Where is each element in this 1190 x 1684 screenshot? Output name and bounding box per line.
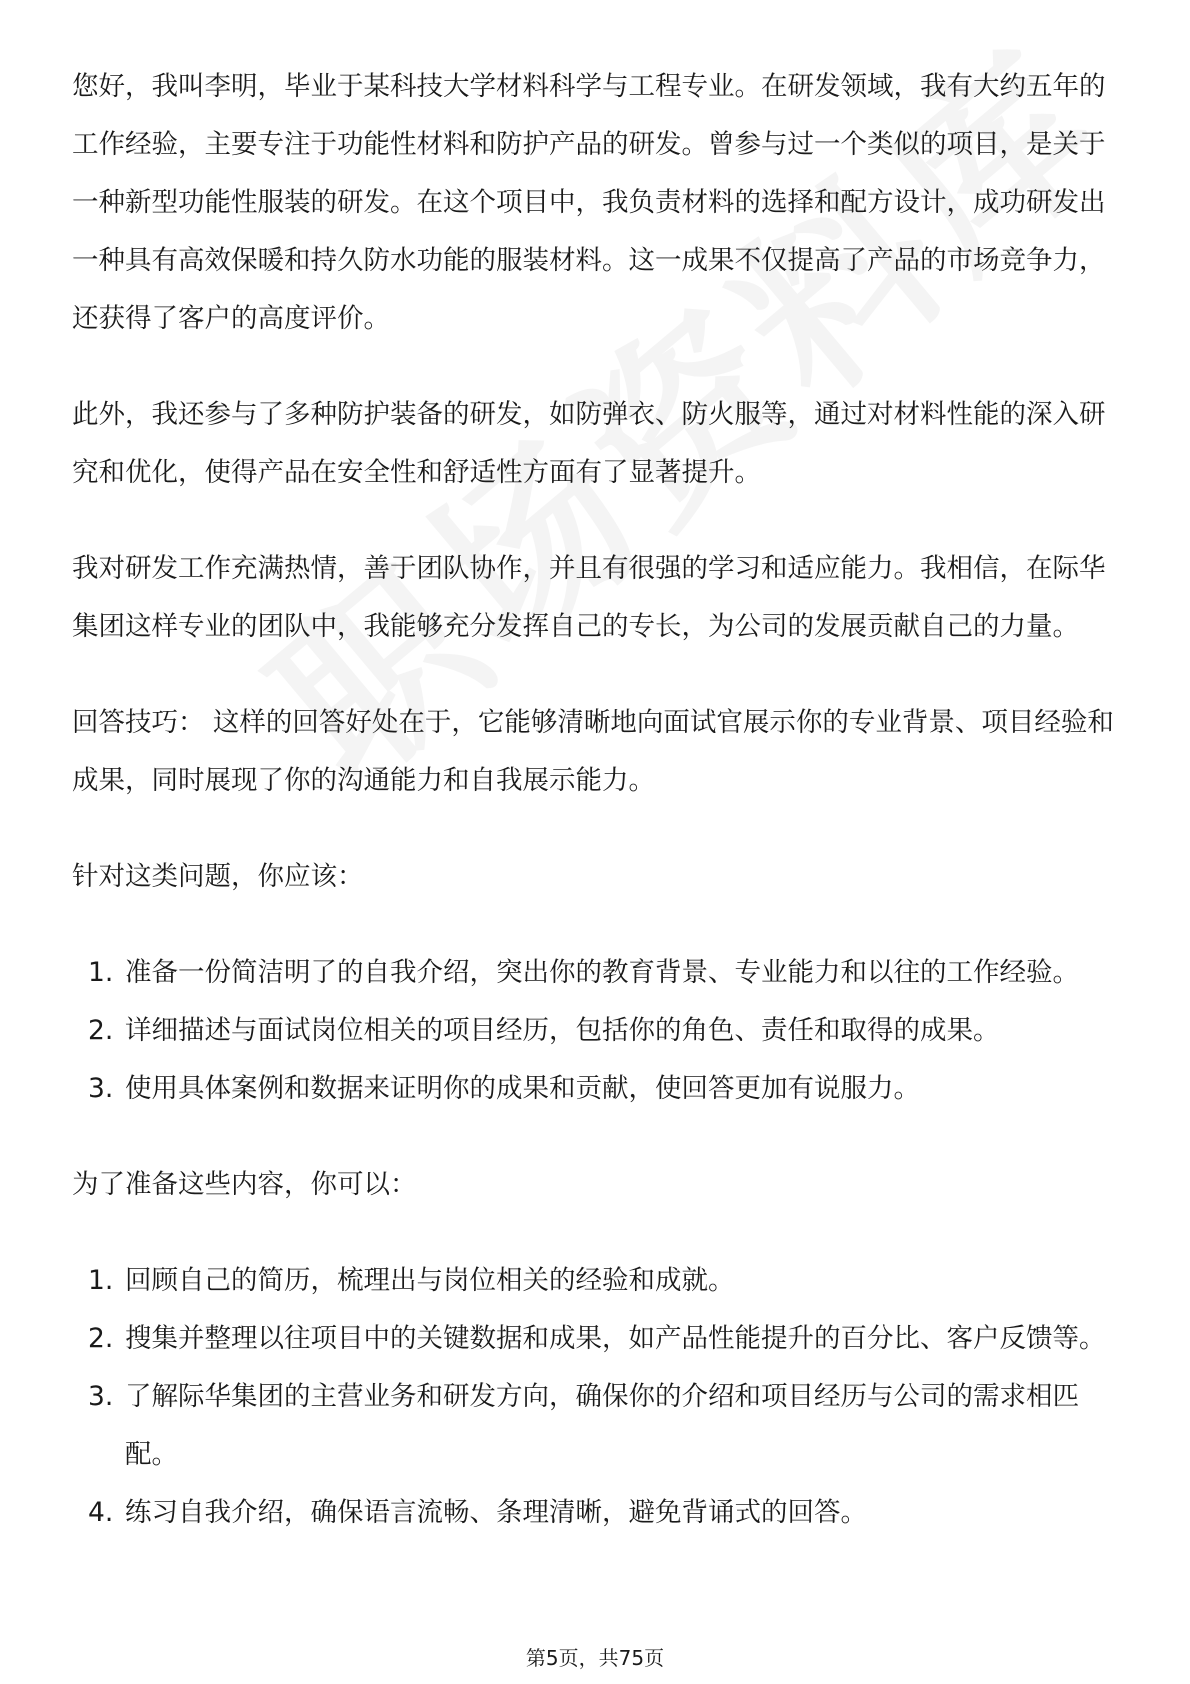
list-item-number: 2. bbox=[88, 1015, 114, 1046]
list-item-text: 详细描述与面试岗位相关的项目经历，包括你的角色、责任和取得的成果。 bbox=[125, 1015, 1000, 1046]
section1-list bbox=[72, 944, 1122, 1118]
document-body bbox=[72, 58, 1122, 1580]
list-item-number: 1. bbox=[88, 957, 114, 988]
list-item bbox=[72, 1368, 1122, 1484]
list-item-number: 3. bbox=[88, 1073, 114, 1104]
list-item bbox=[72, 1252, 1122, 1310]
list-item-number: 3. bbox=[88, 1381, 114, 1412]
list-item-text: 搜集并整理以往项目中的关键数据和成果，如产品性能提升的百分比、客户反馈等。 bbox=[125, 1323, 1106, 1354]
list-item-number: 1. bbox=[88, 1265, 114, 1296]
list-item bbox=[72, 944, 1122, 1002]
section2-heading: 为了准备这些内容，你可以： bbox=[72, 1169, 417, 1200]
list-item bbox=[72, 1484, 1122, 1542]
attitude-paragraph: 我对研发工作充满热情，善于团队协作，并且有很强的学习和适应能力。我相信，在际华集团这样专业的团队中，我能够充分发挥自己的专长，为公司的发展贡献自己的力量。 bbox=[72, 553, 1106, 642]
list-item bbox=[72, 1002, 1122, 1060]
list-item bbox=[72, 1310, 1122, 1368]
list-item-number: 4. bbox=[88, 1497, 114, 1528]
list-item-text: 了解际华集团的主营业务和研发方向，确保你的介绍和项目经历与公司的需求相匹配。 bbox=[125, 1381, 1079, 1470]
page-number: 第5页，共75页 bbox=[525, 1646, 665, 1670]
tips-paragraph: 回答技巧： 这样的回答好处在于，它能够清晰地向面试官展示你的专业背景、项目经验和成果，同时展现了你的沟通能力和自我展示能力。 bbox=[72, 707, 1114, 796]
section1-heading: 针对这类问题，你应该： bbox=[72, 861, 364, 892]
list-item-number: 2. bbox=[88, 1323, 114, 1354]
section2-list bbox=[72, 1252, 1122, 1542]
list-item bbox=[72, 1060, 1122, 1118]
experience-paragraph: 此外，我还参与了多种防护装备的研发，如防弹衣、防火服等，通过对材料性能的深入研究和优化，使得产品在安全性和舒适性方面有了显著提升。 bbox=[72, 399, 1106, 488]
list-item-text: 使用具体案例和数据来证明你的成果和贡献，使回答更加有说服力。 bbox=[125, 1073, 920, 1104]
intro-paragraph: 您好，我叫李明，毕业于某科技大学材料科学与工程专业。在研发领域，我有大约五年的工作经验，主要专注于功能性材料和防护产品的研发。曾参与过一个类似的项目，是关于一种新型功能性服装的研发。在这个项目中，我负责材料的选择和配方设计，成功研发出一种具有高效保暖和持久防水功能的服装材料。这一成果不仅提高了产品的市场竞争力，还获得了客户的高度评价。 bbox=[72, 71, 1106, 334]
list-item-text: 回顾自己的简历，梳理出与岗位相关的经验和成就。 bbox=[125, 1265, 735, 1296]
list-item-text: 练习自我介绍，确保语言流畅、条理清晰，避免背诵式的回答。 bbox=[125, 1497, 867, 1528]
list-item-text: 准备一份简洁明了的自我介绍，突出你的教育背景、专业能力和以往的工作经验。 bbox=[125, 957, 1079, 988]
